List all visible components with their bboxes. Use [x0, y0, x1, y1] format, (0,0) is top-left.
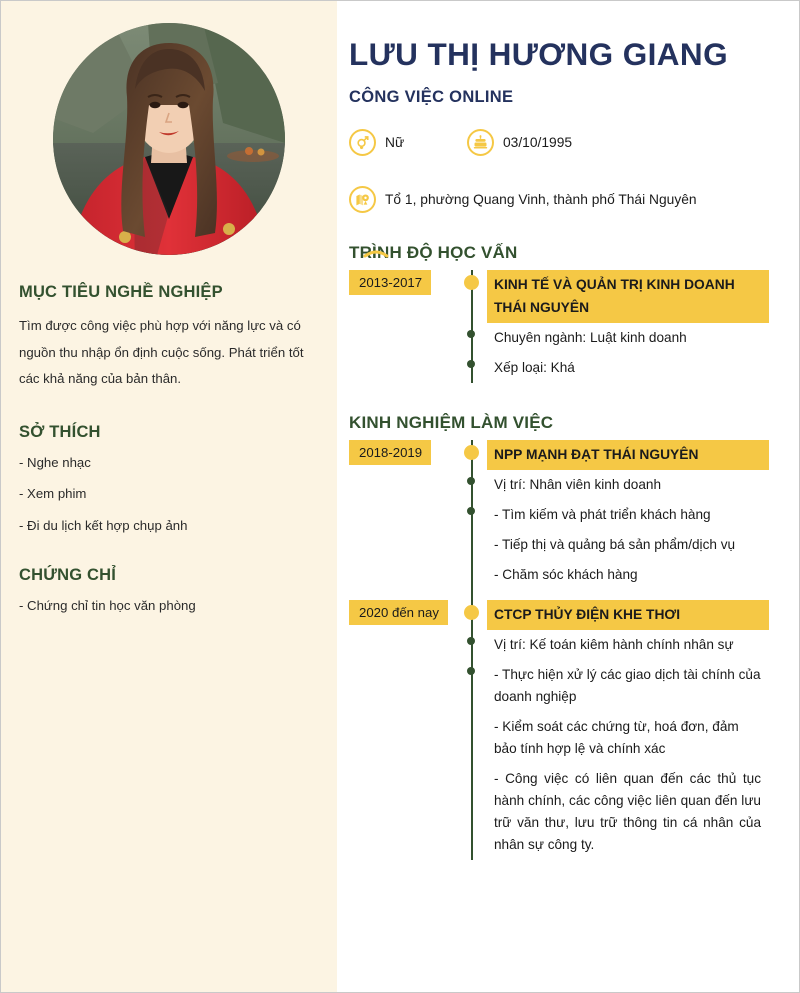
- list-item: - Chứng chỉ tin học văn phòng: [19, 598, 196, 614]
- entry-title: CTCP THỦY ĐIỆN KHE THƠI: [487, 600, 769, 630]
- entry-detail-text: - Chăm sóc khách hàng: [494, 566, 638, 582]
- entry-detail-text: Vị trí: Nhân viên kinh doanh: [494, 476, 662, 492]
- career-objective-text: Tìm được công việc phù hợp với năng lực và có nguồn thu nhập ổn định cuộc sống. Phát triển tốt các khả năng của bản thân.: [19, 318, 304, 387]
- timeline-entry-line: [349, 353, 769, 383]
- entry-title: KINH TẾ VÀ QUẢN TRỊ KINH DOANH THÁI NGUYÊN: [487, 270, 769, 323]
- timeline-entry-line: [349, 560, 769, 590]
- date-badge: 2018-2019: [349, 440, 431, 465]
- timeline-dot-small: [467, 637, 475, 645]
- timeline-entry-line: [349, 470, 769, 500]
- entry-date-col: [349, 600, 471, 625]
- photo-container: [1, 1, 337, 255]
- entry-title: NPP MẠNH ĐẠT THÁI NGUYÊN: [487, 440, 769, 470]
- section-hobbies: [19, 423, 319, 536]
- avatar: [53, 23, 285, 255]
- entry-detail: [471, 560, 769, 590]
- timeline-dot-small: [467, 477, 475, 485]
- clipped-arc-icon: [361, 244, 391, 260]
- entry-detail: [471, 323, 769, 353]
- entry-content: [471, 440, 769, 470]
- entry-detail-text: Chuyên ngành: Luật kinh doanh: [494, 330, 687, 346]
- entry-detail: [471, 764, 769, 860]
- entry-content: [471, 600, 769, 630]
- entry-content: [471, 270, 769, 323]
- dob-info: [467, 129, 769, 156]
- timeline-dot-small: [467, 667, 475, 675]
- timeline-entry-line: [349, 530, 769, 560]
- timeline-entry-line: [349, 630, 769, 660]
- gender-icon: [349, 129, 376, 156]
- entry-detail: [471, 530, 769, 560]
- personal-info-row: [349, 129, 769, 156]
- timeline-dot-large: [464, 605, 479, 620]
- page-title: LƯU THỊ HƯƠNG GIANG: [349, 36, 728, 72]
- entry-detail: [471, 630, 769, 660]
- timeline-entry: [349, 600, 769, 630]
- timeline-dot-large: [464, 445, 479, 460]
- date-badge: 2013-2017: [349, 270, 431, 295]
- section-heading-experience: KINH NGHIỆM LÀM VIỆC: [349, 413, 554, 433]
- entry-detail-text: - Thực hiện xử lý các giao dịch tài chính của doanh nghiệp: [494, 666, 761, 704]
- address-value: Tổ 1, phường Quang Vinh, thành phố Thái Nguyên: [385, 191, 697, 207]
- map-pin-icon: [349, 186, 376, 213]
- dob-value: 03/10/1995: [503, 134, 573, 150]
- list-item: - Nghe nhạc: [19, 454, 91, 470]
- sidebar-sections: [1, 255, 337, 617]
- timeline-entry-line: [349, 660, 769, 712]
- entry-date-col: [349, 270, 471, 295]
- section-career-objective: [19, 283, 319, 393]
- entry-detail: [471, 353, 769, 383]
- entry-date-col: [349, 440, 471, 465]
- timeline-entry-line: [349, 500, 769, 530]
- experience-timeline: [349, 440, 769, 860]
- entry-detail-text: - Tiếp thị và quảng bá sản phẩm/dịch vụ: [494, 536, 736, 552]
- timeline-entry-line: [349, 712, 769, 764]
- timeline-entry: [349, 270, 769, 323]
- entry-detail: [471, 712, 769, 764]
- entry-detail-text: - Tìm kiếm và phát triển khách hàng: [494, 506, 711, 522]
- timeline-entry-line: [349, 764, 769, 860]
- date-badge: 2020 đến nay: [349, 600, 448, 625]
- section-heading-career-objective: MỤC TIÊU NGHỀ NGHIỆP: [19, 283, 223, 301]
- entry-detail: [471, 500, 769, 530]
- list-item: - Xem phim: [19, 486, 87, 502]
- main-content: [337, 1, 799, 992]
- section-heading-hobbies: SỞ THÍCH: [19, 422, 101, 441]
- entry-detail-text: Xếp loại: Khá: [494, 360, 575, 376]
- timeline-entry-line: [349, 323, 769, 353]
- entry-detail-text: - Công việc có liên quan đến các thủ tục hành chính, các công việc liên quan đến lưu trữ văn thư, lưu trữ thông tin cá nhân của nhân sự công ty.: [494, 770, 761, 852]
- entry-detail: [471, 470, 769, 500]
- timeline-entry: [349, 440, 769, 470]
- education-timeline: [349, 270, 769, 383]
- birthday-cake-icon: [467, 129, 494, 156]
- list-item: - Đi du lịch kết hợp chụp ảnh: [19, 517, 188, 533]
- timeline-dot-large: [464, 275, 479, 290]
- spacer: [349, 590, 769, 600]
- entry-detail-text: - Kiểm soát các chứng từ, hoá đơn, đảm bảo tính hợp lệ và chính xác: [494, 718, 739, 756]
- section-certificates: [19, 566, 319, 616]
- section-heading-certificates: CHỨNG CHỈ: [19, 566, 117, 585]
- gender-value: Nữ: [385, 134, 405, 150]
- address-info: [349, 186, 769, 213]
- entry-detail-text: Vị trí: Kế toán kiêm hành chính nhân sự: [494, 636, 734, 652]
- entry-detail: [471, 660, 769, 712]
- timeline-dot-small: [467, 507, 475, 515]
- gender-info: [349, 129, 467, 156]
- sidebar: [1, 1, 337, 992]
- job-title: CÔNG VIỆC ONLINE: [349, 87, 514, 106]
- section-heading-education: TRÌNH ĐỘ HỌC VẤN: [349, 242, 518, 262]
